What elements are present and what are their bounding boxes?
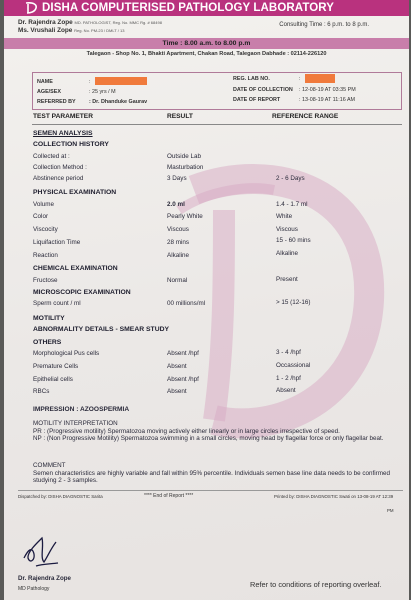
section-microscopic-examination: MICROSCOPIC EXAMINATION <box>33 289 131 296</box>
row-test: Collection Method : <box>33 164 87 171</box>
row-test: Color <box>33 213 49 220</box>
printed-by: Printed by: DISHA DIAGNOSTIC Swati on 13-08-19 AT 12:39 <box>274 494 394 499</box>
row-range: 2 - 6 Days <box>276 175 305 182</box>
reg-lab-no-colon: : <box>299 76 301 82</box>
row-test: Fructose <box>33 277 58 284</box>
lab-address: Talegaon - Shop No. 1, Bhakti Apartment, Chakan Road, Talegaon Dabhade : 02114-226120 <box>86 51 327 57</box>
row-range: > 15 (12-16) <box>276 299 311 306</box>
motility-interpretation <box>33 420 405 443</box>
doctors-block <box>18 19 162 35</box>
row-range: Occassional <box>276 362 311 369</box>
row-result: Absent /hpf <box>167 350 199 357</box>
header-rule <box>32 124 402 125</box>
interpretation-np: NP : (Non Progressive Motility) Spermatozoa swimming in a small circles, moving head by flagellar force or only flagellar beat. <box>33 435 384 443</box>
dispatched-by: Dispatched by: DISHA DIAGNOSTIC Sarita <box>18 494 103 499</box>
doctor-2-name: Ms. Vrushali Zope <box>18 27 73 34</box>
row-result: 00 millions/ml <box>167 300 206 307</box>
row-range: Viscous <box>276 226 298 233</box>
name-label: NAME <box>37 79 53 85</box>
consulting-time: Consulting Time : 6 p.m. to 8 p.m. <box>279 22 369 28</box>
row-result: Outside Lab <box>167 153 201 160</box>
section-physical-examination: PHYSICAL EXAMINATION <box>33 189 117 196</box>
section-semen-analysis: SEMEN ANALYSIS <box>33 130 93 137</box>
row-range: Present <box>276 276 298 283</box>
age-sex-value: : 25 yrs / M <box>89 89 116 95</box>
row-test: Volume <box>33 201 55 208</box>
signatory-name: Dr. Rajendra Zope <box>18 575 71 582</box>
row-result: Absent <box>167 363 187 370</box>
row-test: RBCs <box>33 388 50 395</box>
printed-pm: PM <box>387 508 394 513</box>
impression: IMPRESSION : AZOOSPERMIA <box>33 406 130 413</box>
row-result: 3 Days <box>167 175 187 182</box>
row-result: Absent <box>167 388 187 395</box>
lab-timing-bar: Time : 8.00 a.m. to 8.00 p.m <box>4 38 409 49</box>
report-date-value: : 13-08-19 AT 11:16 AM <box>299 97 356 103</box>
row-range: 3 - 4 /hpf <box>276 349 301 356</box>
section-chemical-examination: CHEMICAL EXAMINATION <box>33 265 118 272</box>
footer-rule <box>18 490 403 491</box>
section-motility: MOTILITY <box>33 315 65 322</box>
doctor-1-name: Dr. Rajendra Zope <box>18 19 73 26</box>
row-range: 15 - 60 mins <box>276 237 311 244</box>
redacted-patient-name <box>95 77 147 85</box>
row-test: Collected at : <box>33 153 70 160</box>
overleaf-note: Refer to conditions of reporting overleaf. <box>250 580 382 589</box>
row-test: Sperm count / ml <box>33 300 81 307</box>
comment-block <box>33 462 405 485</box>
section-others: OTHERS <box>33 339 62 346</box>
row-range: Absent <box>276 387 296 394</box>
row-result: 2.0 ml <box>167 201 185 208</box>
redacted-reg-no <box>305 74 335 83</box>
section-abnormality-details: ABNORMALITY DETAILS - SMEAR STUDY <box>33 326 170 333</box>
collection-date-label: DATE OF COLLECTION <box>233 87 293 93</box>
referred-by-label: REFERRED BY <box>37 99 76 105</box>
lab-report-page <box>4 0 409 600</box>
end-of-report: **** End of Report **** <box>144 493 194 499</box>
doctor-2-reg: Reg. No. PM-23 / DMLT / 13 <box>74 28 125 33</box>
row-result: Pearly White <box>167 213 203 220</box>
lab-name: DISHA COMPUTERISED PATHOLOGY LABORATORY <box>42 2 335 14</box>
report-date-label: DATE OF REPORT <box>233 97 281 103</box>
header-result: RESULT <box>167 113 193 120</box>
reg-lab-no-label: REG. LAB NO. <box>233 76 270 82</box>
comment-title: COMMENT <box>33 462 66 469</box>
row-range: 1 - 2 /hpf <box>276 375 301 382</box>
row-test: Morphological Pus cells <box>33 350 100 357</box>
row-range: 1.4 - 1.7 ml <box>276 201 308 208</box>
row-result: Alkaline <box>167 252 190 259</box>
lab-logo-icon <box>24 2 38 14</box>
row-test: Premature Cells <box>33 363 79 370</box>
row-result: Normal <box>167 277 188 284</box>
age-sex-label: AGE/SEX <box>37 89 61 95</box>
section-collection-history: COLLECTION HISTORY <box>33 141 109 148</box>
row-range: Alkaline <box>276 250 299 257</box>
row-test: Epithelial cells <box>33 376 73 383</box>
row-test: Viscocity <box>33 226 58 233</box>
comment-text: Semen characteristics are highly variable and fall within 95% percentile. Individuals semen base line data needs to be confirmed studying 2 - 3 samples. <box>33 469 391 485</box>
row-range: White <box>276 213 293 220</box>
header-test-parameter: TEST PARAMETER <box>33 113 93 120</box>
row-test: Reaction <box>33 252 58 259</box>
row-result: 28 mins <box>167 239 190 246</box>
row-result: Viscous <box>167 226 189 233</box>
header-reference-range: REFERENCE RANGE <box>272 113 339 120</box>
interpretation-pr: PR : (Progressive motility) Spermatozoa moving actively either linearly or in large circles irrespective of speed. <box>33 427 340 435</box>
lab-name-banner <box>4 0 409 16</box>
row-result: Absent /hpf <box>167 376 199 383</box>
row-result: Masturbation <box>167 164 204 171</box>
row-test: Liquifaction Time <box>33 239 81 246</box>
doctor-1-reg: MD. PATHOLOGIST, Reg. No. MMC Rg. # 68498 <box>74 20 162 25</box>
doctor-signature <box>18 528 62 572</box>
interpretation-title: MOTILITY INTERPRETATION <box>33 420 118 427</box>
row-test: Abstinence period <box>33 175 84 182</box>
name-colon: : <box>89 79 91 85</box>
signatory-qualification: MD Pathology <box>18 586 50 592</box>
collection-date-value: : 12-08-19 AT 03:35 PM <box>299 87 356 93</box>
referred-by-value: : Dr. Dhanduke Gaurav <box>89 99 148 105</box>
patient-details-box <box>32 72 402 110</box>
